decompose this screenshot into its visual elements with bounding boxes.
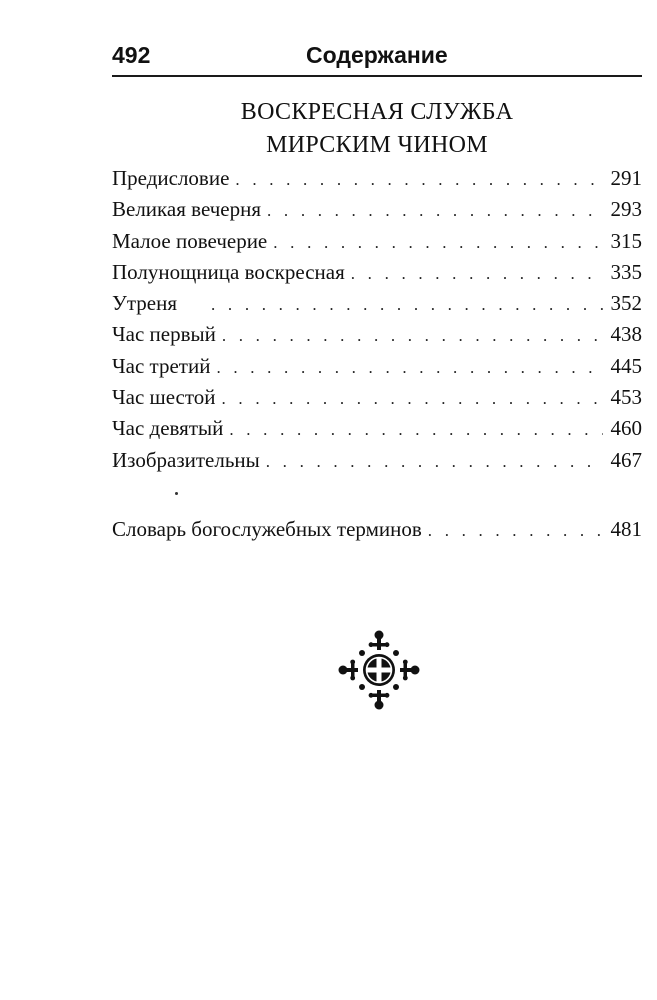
toc-entry-label: Утреня bbox=[112, 291, 178, 316]
toc-entry-page: 460 bbox=[610, 416, 642, 441]
toc-leader-dots bbox=[351, 258, 603, 289]
toc-entry-label: Изобразительны bbox=[112, 447, 260, 472]
toc-entry[interactable] bbox=[112, 163, 642, 194]
toc-entry[interactable] bbox=[112, 351, 642, 382]
toc-leader-dots bbox=[273, 227, 602, 258]
toc-entry-label: Час девятый bbox=[112, 416, 224, 441]
toc-entry[interactable] bbox=[112, 226, 642, 257]
toc-leader-dots bbox=[235, 164, 602, 195]
toc-entry-label: Великая вечерня bbox=[112, 197, 262, 222]
toc-entry-label: Предисловие bbox=[112, 166, 230, 190]
toc-entry[interactable] bbox=[112, 413, 642, 444]
page-number: 492 bbox=[112, 42, 151, 68]
toc-entry-page: 467 bbox=[610, 447, 642, 472]
toc-entry-label: Полунощница воскресная bbox=[112, 259, 345, 284]
toc-leader-dots bbox=[222, 320, 603, 351]
toc-entry[interactable] bbox=[112, 288, 642, 319]
toc-leader-dots bbox=[229, 414, 602, 445]
table-of-contents bbox=[112, 163, 642, 476]
toc-entry-label: Час третий bbox=[112, 353, 211, 378]
toc-entry-glossary[interactable] bbox=[112, 514, 642, 545]
toc-entry[interactable] bbox=[112, 445, 642, 476]
toc-leader-dots bbox=[267, 195, 602, 226]
toc-entry-page: 352 bbox=[610, 291, 642, 316]
section-title-line-2: МИРСКИМ ЧИНОМ bbox=[266, 132, 488, 158]
toc-entry-page: 315 bbox=[610, 228, 642, 253]
toc-entry-page: 453 bbox=[610, 385, 642, 410]
section-title bbox=[112, 96, 642, 162]
toc-leader-dots bbox=[266, 446, 603, 477]
header-rule bbox=[112, 75, 642, 77]
print-speck bbox=[175, 492, 178, 495]
toc-entry-page: 335 bbox=[610, 259, 642, 284]
toc-entry-page: 445 bbox=[610, 353, 642, 378]
toc-entry-page: 438 bbox=[610, 322, 642, 347]
running-head bbox=[112, 38, 642, 78]
toc-entry-label: Малое повечерие bbox=[112, 228, 268, 253]
toc-entry[interactable] bbox=[112, 319, 642, 350]
toc-leader-dots bbox=[222, 383, 603, 414]
running-title: Содержание bbox=[306, 42, 448, 68]
toc-leader-dots bbox=[428, 515, 603, 546]
toc-entry[interactable] bbox=[112, 194, 642, 225]
toc-entry-label: Час первый bbox=[112, 322, 216, 347]
toc-entry-page: 481 bbox=[610, 517, 642, 541]
toc-entry-page: 291 bbox=[610, 166, 642, 190]
toc-entry[interactable] bbox=[112, 257, 642, 288]
glossary-entry-block bbox=[112, 514, 642, 545]
toc-leader-dots bbox=[211, 289, 602, 320]
toc-entry-label: Словарь богослужебных терминов bbox=[112, 517, 422, 541]
toc-entry-page: 293 bbox=[610, 197, 642, 222]
section-title-line-1: ВОСКРЕСНАЯ СЛУЖБА bbox=[240, 99, 514, 125]
toc-entry[interactable] bbox=[112, 382, 642, 413]
toc-entry-label: Час шестой bbox=[112, 385, 216, 410]
toc-leader-dots bbox=[216, 352, 602, 383]
cross-ornament-icon bbox=[337, 626, 421, 710]
